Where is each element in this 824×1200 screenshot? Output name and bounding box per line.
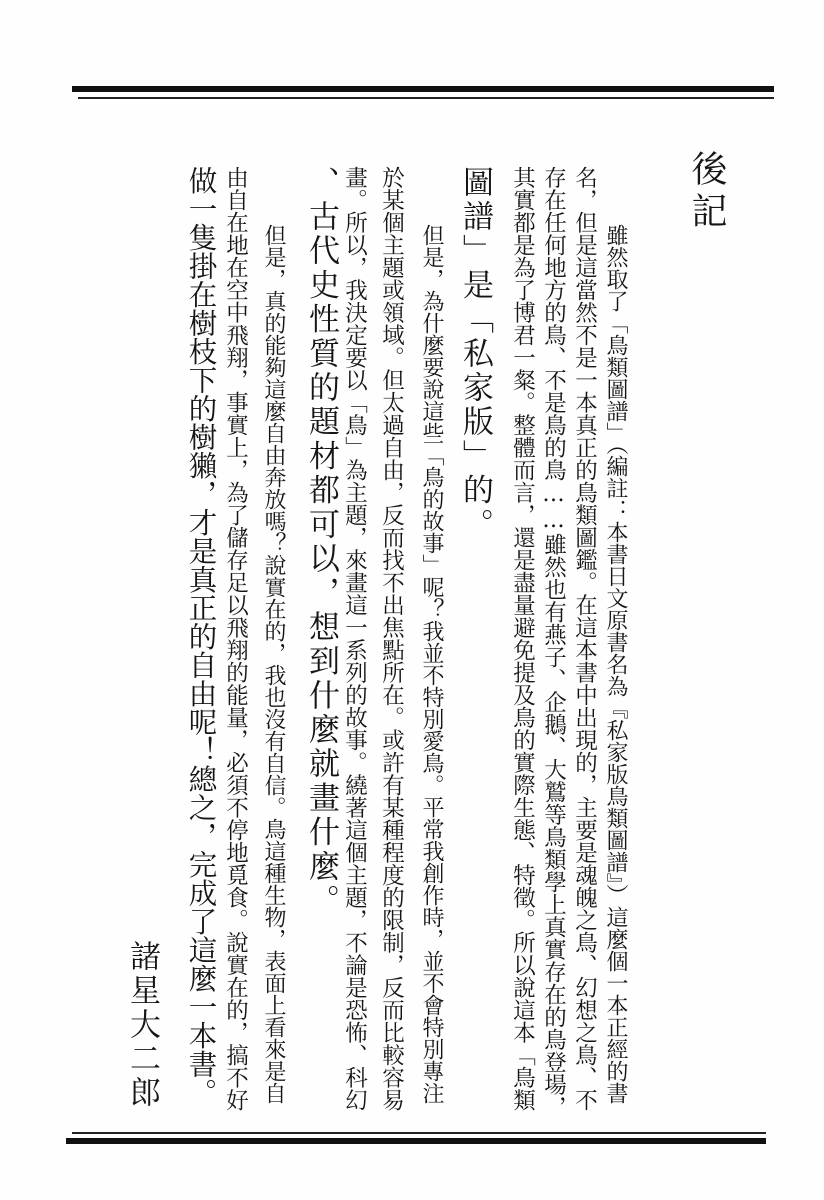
author-signature: 諸星大二郎 bbox=[124, 940, 160, 1110]
paragraph-line-9: 、古代史性質的題材都可以，想到什麼就畫什麼。 bbox=[303, 166, 339, 919]
top-double-rule-thick bbox=[72, 86, 774, 92]
paragraph-line-7: 於某個主題或領域。但太過自由，反而找不出焦點所在。或許有某種程度的限制，反而比較容易 bbox=[378, 166, 405, 1111]
paragraph-line-11: 由自在地在空中飛翔，事實上，為了儲存足以飛翔的能量，必須不停地覓食。說實在的，搞不好 bbox=[222, 166, 249, 1111]
paragraph-line-6: 但是，為什麼要說這些「鳥的故事」呢？我並不特別愛鳥。平常我創作時，並不會特別專注 bbox=[419, 202, 444, 1104]
paragraph-line-4: 其實都是為了博君一粲。整體而言，還是盡量避免提及鳥的實際生態、特徵。所以說這本「鳥類 bbox=[509, 166, 536, 1111]
paragraph-line-8: 畫。所以，我決定要以「鳥」為主題，來畫這一系列的故事。繞著這個主題，不論是恐怖、科幻 bbox=[341, 166, 368, 1111]
top-double-rule-thin bbox=[78, 97, 774, 99]
page-title: 後記 bbox=[686, 150, 727, 234]
paragraph-line-10: 但是，真的能夠這麼自由奔放嗎？說實在的，我也沒有自信。鳥這種生物，表面上看來是自 bbox=[261, 202, 286, 1104]
bottom-double-rule-thin bbox=[72, 1132, 766, 1134]
paragraph-line-12: 做一隻掛在樹枝下的樹獺，才是真正的自由呢！總之，完成了這麼一本書。 bbox=[184, 166, 218, 1107]
paragraph-line-5: 圖譜」是「私家版」的。 bbox=[457, 166, 493, 543]
paragraph-line-2: 名，但是這當然不是一本真正的鳥類圖鑑。在這本書中出現的，主要是魂魄之鳥、幻想之鳥、不 bbox=[571, 166, 598, 1111]
paragraph-line-1: 雖然取了「鳥類圖譜」（編註：本書日文原書名為『私家版鳥類圖譜』）這麼個一本正經的書 bbox=[603, 202, 628, 1104]
paragraph-line-3: 存在任何地方的鳥、不是鳥的鳥……雖然也有燕子、企鵝、大鷲等鳥類學上真實存在的鳥登場， bbox=[540, 166, 567, 1118]
bottom-double-rule-thick bbox=[66, 1138, 766, 1144]
